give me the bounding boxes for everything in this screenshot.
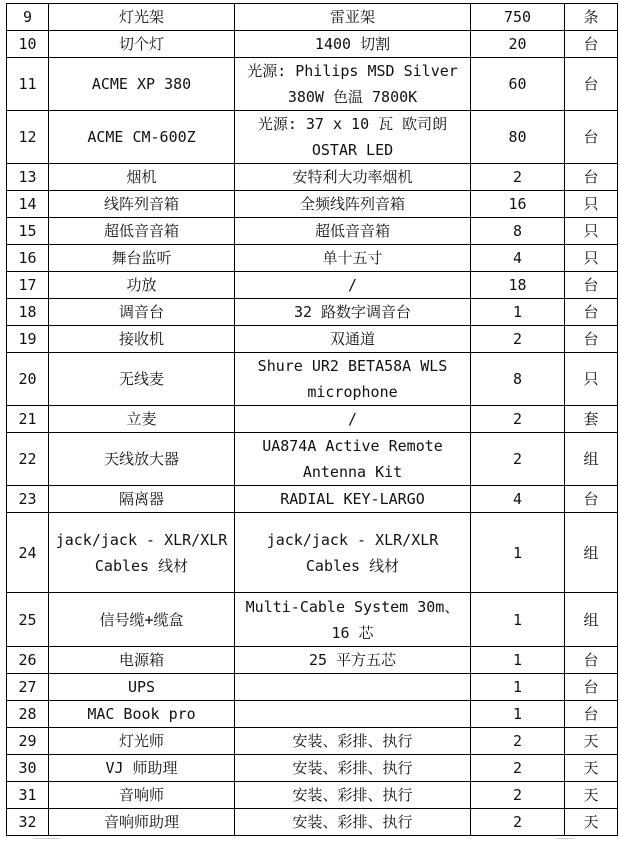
cell-name: 线阵列音箱 xyxy=(49,191,235,218)
cell-unit: 台 xyxy=(565,674,618,701)
cell-spec: 安装、彩排、执行 xyxy=(235,728,471,755)
cell-qty: 1 xyxy=(471,299,565,326)
cell-name: VJ 师助理 xyxy=(49,755,235,782)
cell-no: 22 xyxy=(7,433,49,486)
table-row xyxy=(7,4,618,31)
table-row xyxy=(7,164,618,191)
table-row xyxy=(7,809,618,836)
cell-spec: RADIAL KEY-LARGO xyxy=(235,486,471,513)
cell-qty: 2 xyxy=(471,809,565,836)
cell-unit: 台 xyxy=(565,58,618,111)
cell-spec: Multi-Cable System 30m、16 芯 xyxy=(235,593,471,647)
table-row xyxy=(7,593,618,647)
cell-spec: 安装、彩排、执行 xyxy=(235,755,471,782)
equipment-table xyxy=(6,3,618,836)
cell-name: 灯光师 xyxy=(49,728,235,755)
table-row xyxy=(7,406,618,433)
cell-name: MAC Book pro xyxy=(49,701,235,728)
cell-spec: Shure UR2 BETA58A WLS microphone xyxy=(235,353,471,406)
table-row xyxy=(7,674,618,701)
cell-unit: 台 xyxy=(565,111,618,164)
cell-qty: 1 xyxy=(471,513,565,593)
cell-spec: 雷亚架 xyxy=(235,4,471,31)
cell-no: 14 xyxy=(7,191,49,218)
cell-qty: 80 xyxy=(471,111,565,164)
table-row xyxy=(7,782,618,809)
table-row xyxy=(7,513,618,593)
cell-unit: 只 xyxy=(565,218,618,245)
cell-spec: UA874A Active Remote Antenna Kit xyxy=(235,433,471,486)
cell-qty: 2 xyxy=(471,728,565,755)
table-row xyxy=(7,755,618,782)
cell-name: 电源箱 xyxy=(49,647,235,674)
cell-spec: 全频线阵列音箱 xyxy=(235,191,471,218)
cell-qty: 4 xyxy=(471,486,565,513)
cell-unit: 台 xyxy=(565,31,618,58)
cell-no: 19 xyxy=(7,326,49,353)
cell-no: 24 xyxy=(7,513,49,593)
cell-qty: 8 xyxy=(471,353,565,406)
table-row xyxy=(7,433,618,486)
cell-no: 21 xyxy=(7,406,49,433)
cell-qty: 60 xyxy=(471,58,565,111)
cell-unit: 台 xyxy=(565,701,618,728)
table-row xyxy=(7,486,618,513)
cell-spec: 25 平方五芯 xyxy=(235,647,471,674)
cell-name: jack/jack - XLR/XLR Cables 线材 xyxy=(49,513,235,593)
cell-name: 隔离器 xyxy=(49,486,235,513)
cell-unit: 组 xyxy=(565,433,618,486)
cell-name: 音响师助理 xyxy=(49,809,235,836)
cell-spec: 安装、彩排、执行 xyxy=(235,809,471,836)
cell-spec: 光源: Philips MSD Silver 380W 色温 7800K xyxy=(235,58,471,111)
equipment-table-body xyxy=(7,4,618,836)
cell-spec xyxy=(235,701,471,728)
table-row xyxy=(7,218,618,245)
cell-qty: 2 xyxy=(471,164,565,191)
cell-unit: 台 xyxy=(565,647,618,674)
cell-unit: 天 xyxy=(565,809,618,836)
cell-no: 31 xyxy=(7,782,49,809)
cell-qty: 16 xyxy=(471,191,565,218)
cell-unit: 台 xyxy=(565,326,618,353)
cell-no: 32 xyxy=(7,809,49,836)
cell-no: 12 xyxy=(7,111,49,164)
cell-spec: 安装、彩排、执行 xyxy=(235,782,471,809)
cell-qty: 1 xyxy=(471,674,565,701)
cell-unit: 条 xyxy=(565,4,618,31)
cell-no: 17 xyxy=(7,272,49,299)
cell-no: 11 xyxy=(7,58,49,111)
table-row xyxy=(7,191,618,218)
table-row xyxy=(7,111,618,164)
cell-spec: 32 路数字调音台 xyxy=(235,299,471,326)
cell-no: 28 xyxy=(7,701,49,728)
cell-unit: 台 xyxy=(565,272,618,299)
cell-name: 调音台 xyxy=(49,299,235,326)
table-row xyxy=(7,701,618,728)
cell-name: UPS xyxy=(49,674,235,701)
cell-no: 25 xyxy=(7,593,49,647)
cell-name: 超低音音箱 xyxy=(49,218,235,245)
cell-qty: 1 xyxy=(471,647,565,674)
cell-name: 天线放大器 xyxy=(49,433,235,486)
table-row xyxy=(7,245,618,272)
table-row xyxy=(7,728,618,755)
cell-unit: 套 xyxy=(565,406,618,433)
cell-unit: 台 xyxy=(565,164,618,191)
cell-spec: 1400 切割 xyxy=(235,31,471,58)
footer-rule-right xyxy=(556,838,574,839)
cell-unit: 天 xyxy=(565,782,618,809)
cell-name: 切个灯 xyxy=(49,31,235,58)
cell-qty: 1 xyxy=(471,593,565,647)
cell-name: 灯光架 xyxy=(49,4,235,31)
cell-unit: 天 xyxy=(565,755,618,782)
table-row xyxy=(7,353,618,406)
cell-qty: 20 xyxy=(471,31,565,58)
cell-no: 9 xyxy=(7,4,49,31)
cell-no: 18 xyxy=(7,299,49,326)
cell-no: 26 xyxy=(7,647,49,674)
table-row xyxy=(7,272,618,299)
cell-name: 接收机 xyxy=(49,326,235,353)
cell-qty: 2 xyxy=(471,326,565,353)
cell-spec: jack/jack - XLR/XLR Cables 线材 xyxy=(235,513,471,593)
cell-unit: 只 xyxy=(565,245,618,272)
cell-unit: 天 xyxy=(565,728,618,755)
cell-unit: 组 xyxy=(565,593,618,647)
cell-spec: 单十五寸 xyxy=(235,245,471,272)
cell-name: 舞台监听 xyxy=(49,245,235,272)
table-row xyxy=(7,299,618,326)
cell-qty: 2 xyxy=(471,755,565,782)
cell-qty: 4 xyxy=(471,245,565,272)
cell-name: ACME CM-600Z xyxy=(49,111,235,164)
cell-no: 20 xyxy=(7,353,49,406)
cell-unit: 只 xyxy=(565,191,618,218)
cell-name: 音响师 xyxy=(49,782,235,809)
cell-qty: 750 xyxy=(471,4,565,31)
cell-unit: 台 xyxy=(565,486,618,513)
cell-name: 信号缆+缆盒 xyxy=(49,593,235,647)
cell-unit: 组 xyxy=(565,513,618,593)
cell-no: 15 xyxy=(7,218,49,245)
cell-name: 无线麦 xyxy=(49,353,235,406)
cell-qty: 2 xyxy=(471,433,565,486)
cell-no: 29 xyxy=(7,728,49,755)
cell-spec: / xyxy=(235,272,471,299)
cell-no: 13 xyxy=(7,164,49,191)
cell-unit: 只 xyxy=(565,353,618,406)
cell-unit: 台 xyxy=(565,299,618,326)
cell-qty: 1 xyxy=(471,701,565,728)
cell-no: 27 xyxy=(7,674,49,701)
cell-no: 16 xyxy=(7,245,49,272)
cell-no: 30 xyxy=(7,755,49,782)
table-row xyxy=(7,58,618,111)
cell-spec: 双通道 xyxy=(235,326,471,353)
table-row xyxy=(7,647,618,674)
cell-qty: 18 xyxy=(471,272,565,299)
cell-spec xyxy=(235,674,471,701)
cell-no: 23 xyxy=(7,486,49,513)
table-row xyxy=(7,326,618,353)
cell-spec: 光源: 37 x 10 瓦 欧司朗 OSTAR LED xyxy=(235,111,471,164)
cell-name: ACME XP 380 xyxy=(49,58,235,111)
cell-name: 立麦 xyxy=(49,406,235,433)
table-row xyxy=(7,31,618,58)
cell-name: 烟机 xyxy=(49,164,235,191)
cell-qty: 8 xyxy=(471,218,565,245)
cell-spec: 安特利大功率烟机 xyxy=(235,164,471,191)
cell-no: 10 xyxy=(7,31,49,58)
cell-name: 功放 xyxy=(49,272,235,299)
cell-spec: 超低音音箱 xyxy=(235,218,471,245)
cell-spec: / xyxy=(235,406,471,433)
cell-qty: 2 xyxy=(471,406,565,433)
footer-rule-left xyxy=(34,838,60,839)
cell-qty: 2 xyxy=(471,782,565,809)
